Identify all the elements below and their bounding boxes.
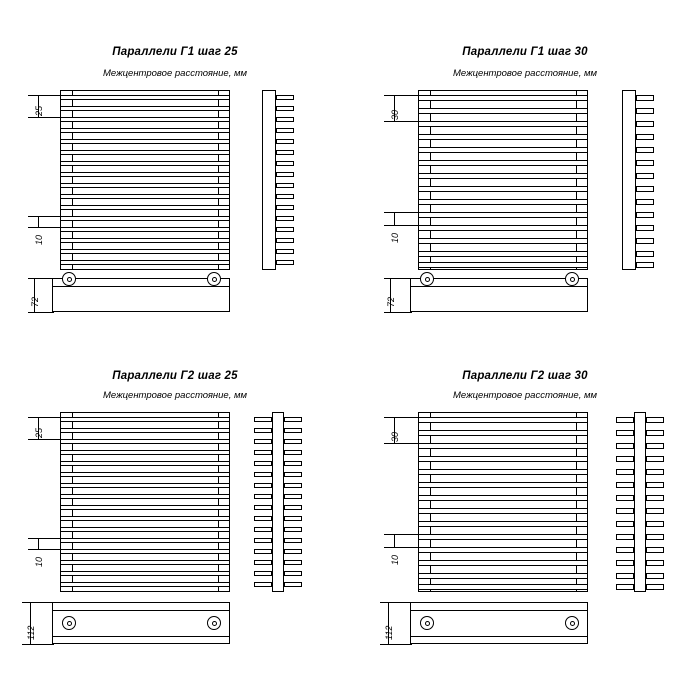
- bottom-view-edge: [52, 636, 230, 637]
- side-tooth: [276, 161, 294, 166]
- side-tooth: [636, 160, 654, 166]
- dimension-depth: 72: [30, 296, 40, 307]
- ext-line: [28, 312, 54, 313]
- side-tooth-left: [254, 516, 272, 521]
- ext-line: [384, 212, 420, 213]
- side-tooth: [276, 150, 294, 155]
- side-tooth-right: [646, 430, 664, 436]
- side-tooth-right: [646, 521, 664, 527]
- side-tooth-right: [284, 505, 302, 510]
- fin: [60, 95, 230, 100]
- bottom-view-edge: [410, 636, 588, 637]
- fin: [418, 173, 588, 179]
- side-tooth-left: [616, 584, 634, 590]
- fin: [60, 494, 230, 499]
- connection-port: [62, 616, 76, 630]
- side-tooth: [636, 199, 654, 205]
- side-tooth-left: [254, 538, 272, 543]
- side-tooth: [636, 262, 654, 268]
- side-tooth-left: [616, 430, 634, 436]
- side-tooth: [636, 121, 654, 127]
- side-tooth-right: [646, 584, 664, 590]
- side-tooth-left: [254, 560, 272, 565]
- side-tooth: [276, 249, 294, 254]
- fin: [60, 417, 230, 422]
- bottom-view-edge: [410, 610, 588, 611]
- ext-line: [28, 549, 62, 550]
- ext-line: [380, 644, 412, 645]
- side-tooth-left: [254, 461, 272, 466]
- panel-subtitle: Межцентровое расстояние, мм: [452, 68, 598, 79]
- side-tooth-right: [284, 439, 302, 444]
- panel-title: Параллели Г2 шаг 30: [462, 370, 588, 382]
- ext-line: [384, 312, 412, 313]
- ext-line: [28, 439, 62, 440]
- fin: [60, 139, 230, 144]
- fin: [60, 150, 230, 155]
- side-tooth-right: [284, 417, 302, 422]
- fin: [60, 106, 230, 111]
- ext-line: [384, 278, 412, 279]
- fin: [60, 538, 230, 543]
- fin: [418, 560, 588, 566]
- side-tooth-right: [646, 534, 664, 540]
- side-tooth: [276, 183, 294, 188]
- fin: [418, 573, 588, 579]
- ext-line: [22, 602, 54, 603]
- side-tooth-right: [646, 495, 664, 501]
- panel-g1-step30: [350, 0, 700, 350]
- side-tooth: [276, 194, 294, 199]
- fin: [60, 461, 230, 466]
- side-tooth-right: [284, 428, 302, 433]
- side-tooth-left: [254, 483, 272, 488]
- dimension-pitch: 30: [390, 431, 400, 442]
- fin: [60, 483, 230, 488]
- fin: [60, 249, 230, 254]
- side-tooth-right: [646, 456, 664, 462]
- ext-line: [22, 644, 54, 645]
- ext-line: [384, 95, 420, 96]
- side-tooth-right: [646, 508, 664, 514]
- side-tooth-left: [254, 494, 272, 499]
- side-tooth-left: [616, 547, 634, 553]
- panel-subtitle: Межцентровое расстояние, мм: [452, 390, 598, 401]
- side-tooth-left: [616, 534, 634, 540]
- connection-port: [565, 272, 579, 286]
- ext-line: [384, 534, 420, 535]
- bottom-view-outline: [410, 278, 588, 312]
- dim-line: [394, 212, 395, 225]
- side-tooth-left: [616, 495, 634, 501]
- side-tooth-right: [284, 494, 302, 499]
- fin: [60, 505, 230, 510]
- side-tooth-left: [616, 417, 634, 423]
- fin: [418, 443, 588, 449]
- side-tooth-right: [646, 560, 664, 566]
- fin: [60, 516, 230, 521]
- side-tooth: [636, 186, 654, 192]
- port-inner: [425, 621, 430, 626]
- side-tooth-right: [284, 582, 302, 587]
- panel-title: Параллели Г1 шаг 25: [112, 46, 238, 58]
- bottom-view-edge: [52, 610, 230, 611]
- side-tooth-right: [284, 549, 302, 554]
- dimension-pitch: 25: [34, 105, 44, 116]
- fin: [60, 439, 230, 444]
- side-tooth: [636, 108, 654, 114]
- side-tooth-left: [254, 439, 272, 444]
- fin: [418, 547, 588, 553]
- dimension-pitch: 30: [390, 109, 400, 120]
- dimension-fin: 10: [390, 232, 400, 243]
- side-tooth: [276, 216, 294, 221]
- fin: [418, 134, 588, 140]
- dimension-fin: 10: [390, 554, 400, 565]
- side-tooth: [276, 238, 294, 243]
- fin: [418, 417, 588, 423]
- fin: [418, 108, 588, 114]
- bottom-view-edge: [52, 286, 230, 287]
- fin: [60, 172, 230, 177]
- ext-line: [28, 278, 54, 279]
- fin: [60, 571, 230, 576]
- connection-port: [565, 616, 579, 630]
- side-tooth-left: [616, 482, 634, 488]
- side-tooth-right: [646, 482, 664, 488]
- panel-subtitle: Межцентровое расстояние, мм: [102, 390, 248, 401]
- ext-line: [384, 417, 420, 418]
- side-tooth-right: [284, 527, 302, 532]
- side-tooth-left: [254, 549, 272, 554]
- fin: [60, 128, 230, 133]
- side-tooth: [276, 227, 294, 232]
- side-tooth-right: [284, 516, 302, 521]
- side-tooth: [636, 147, 654, 153]
- port-inner: [212, 621, 217, 626]
- fin: [418, 251, 588, 257]
- dimension-pitch: 25: [34, 427, 44, 438]
- side-tooth: [636, 225, 654, 231]
- fin: [60, 527, 230, 532]
- side-tooth-right: [284, 538, 302, 543]
- fin: [60, 472, 230, 477]
- side-tooth: [276, 260, 294, 265]
- side-view-body: [634, 412, 646, 592]
- ext-line: [28, 227, 62, 228]
- side-tooth-left: [254, 582, 272, 587]
- side-tooth-right: [284, 571, 302, 576]
- dimension-depth: 112: [26, 625, 36, 640]
- port-inner: [67, 621, 72, 626]
- bottom-view-edge: [410, 286, 588, 287]
- connection-port: [420, 616, 434, 630]
- connection-port: [420, 272, 434, 286]
- fin: [60, 582, 230, 587]
- side-tooth-right: [646, 469, 664, 475]
- ext-line: [28, 417, 62, 418]
- ext-line: [384, 547, 420, 548]
- side-tooth: [276, 139, 294, 144]
- fin: [418, 584, 588, 590]
- side-tooth-right: [646, 443, 664, 449]
- side-tooth-left: [254, 571, 272, 576]
- side-view-body: [272, 412, 284, 592]
- ext-line: [28, 117, 62, 118]
- side-tooth-right: [284, 560, 302, 565]
- panel-title: Параллели Г1 шаг 30: [462, 46, 588, 58]
- fin: [60, 549, 230, 554]
- side-tooth-right: [646, 417, 664, 423]
- side-tooth: [276, 117, 294, 122]
- side-tooth-right: [284, 461, 302, 466]
- port-inner: [570, 277, 575, 282]
- fin: [418, 186, 588, 192]
- fin: [60, 227, 230, 232]
- fin: [60, 161, 230, 166]
- fin: [60, 260, 230, 265]
- fin: [418, 534, 588, 540]
- side-tooth: [276, 95, 294, 100]
- port-inner: [425, 277, 430, 282]
- fin: [418, 482, 588, 488]
- panel-subtitle: Межцентровое расстояние, мм: [102, 68, 248, 79]
- side-tooth-right: [646, 547, 664, 553]
- side-tooth: [276, 205, 294, 210]
- dimension-fin: 10: [34, 234, 44, 245]
- bottom-view-outline: [52, 278, 230, 312]
- side-tooth-left: [616, 573, 634, 579]
- side-tooth-left: [616, 521, 634, 527]
- fin: [418, 147, 588, 153]
- panel-g1-step25: [0, 0, 350, 350]
- ext-line: [380, 602, 412, 603]
- ext-line: [28, 95, 62, 96]
- ext-line: [384, 443, 420, 444]
- fin: [418, 456, 588, 462]
- fin: [418, 212, 588, 218]
- fin: [60, 194, 230, 199]
- side-tooth-left: [616, 508, 634, 514]
- fin: [418, 495, 588, 501]
- fin: [60, 205, 230, 210]
- side-tooth-left: [254, 428, 272, 433]
- panel-g2-step25: [0, 350, 350, 700]
- side-tooth: [636, 238, 654, 244]
- fin: [418, 521, 588, 527]
- fin: [60, 183, 230, 188]
- fin: [418, 430, 588, 436]
- side-tooth: [276, 128, 294, 133]
- fin: [60, 450, 230, 455]
- fin: [60, 216, 230, 221]
- connection-port: [62, 272, 76, 286]
- fin: [60, 560, 230, 565]
- dimension-depth: 72: [386, 296, 396, 307]
- ext-line: [384, 225, 420, 226]
- side-tooth: [636, 251, 654, 257]
- side-view-body: [262, 90, 276, 270]
- bottom-view-outline: [52, 602, 230, 644]
- side-tooth-left: [616, 443, 634, 449]
- fin: [418, 225, 588, 231]
- fin: [418, 121, 588, 127]
- side-tooth: [276, 172, 294, 177]
- fin: [60, 117, 230, 122]
- dim-line: [394, 534, 395, 547]
- side-tooth-left: [616, 469, 634, 475]
- panel-g2-step30: [350, 350, 700, 700]
- connection-port: [207, 616, 221, 630]
- port-inner: [67, 277, 72, 282]
- fin: [418, 238, 588, 244]
- side-tooth-left: [616, 560, 634, 566]
- ext-line: [28, 216, 62, 217]
- dimension-fin: 10: [34, 556, 44, 567]
- fin: [60, 238, 230, 243]
- ext-line: [384, 121, 420, 122]
- ext-line: [28, 538, 62, 539]
- side-tooth: [636, 212, 654, 218]
- side-tooth-left: [254, 472, 272, 477]
- fin: [418, 160, 588, 166]
- fin: [60, 428, 230, 433]
- side-tooth: [636, 173, 654, 179]
- side-tooth-right: [284, 472, 302, 477]
- side-tooth-right: [284, 483, 302, 488]
- side-tooth: [276, 106, 294, 111]
- side-tooth-right: [284, 450, 302, 455]
- side-view-body: [622, 90, 636, 270]
- fin: [418, 199, 588, 205]
- port-inner: [570, 621, 575, 626]
- side-tooth-right: [646, 573, 664, 579]
- bottom-view-outline: [410, 602, 588, 644]
- fin: [418, 508, 588, 514]
- side-tooth-left: [616, 456, 634, 462]
- fin: [418, 262, 588, 268]
- connection-port: [207, 272, 221, 286]
- panel-title: Параллели Г2 шаг 25: [112, 370, 238, 382]
- side-tooth-left: [254, 450, 272, 455]
- fin: [418, 95, 588, 101]
- fin: [418, 469, 588, 475]
- dimension-depth: 112: [384, 625, 394, 640]
- dim-line: [38, 538, 39, 549]
- dim-line: [38, 216, 39, 227]
- side-tooth-left: [254, 505, 272, 510]
- side-tooth: [636, 95, 654, 101]
- side-tooth-left: [254, 527, 272, 532]
- side-tooth: [636, 134, 654, 140]
- port-inner: [212, 277, 217, 282]
- side-tooth-left: [254, 417, 272, 422]
